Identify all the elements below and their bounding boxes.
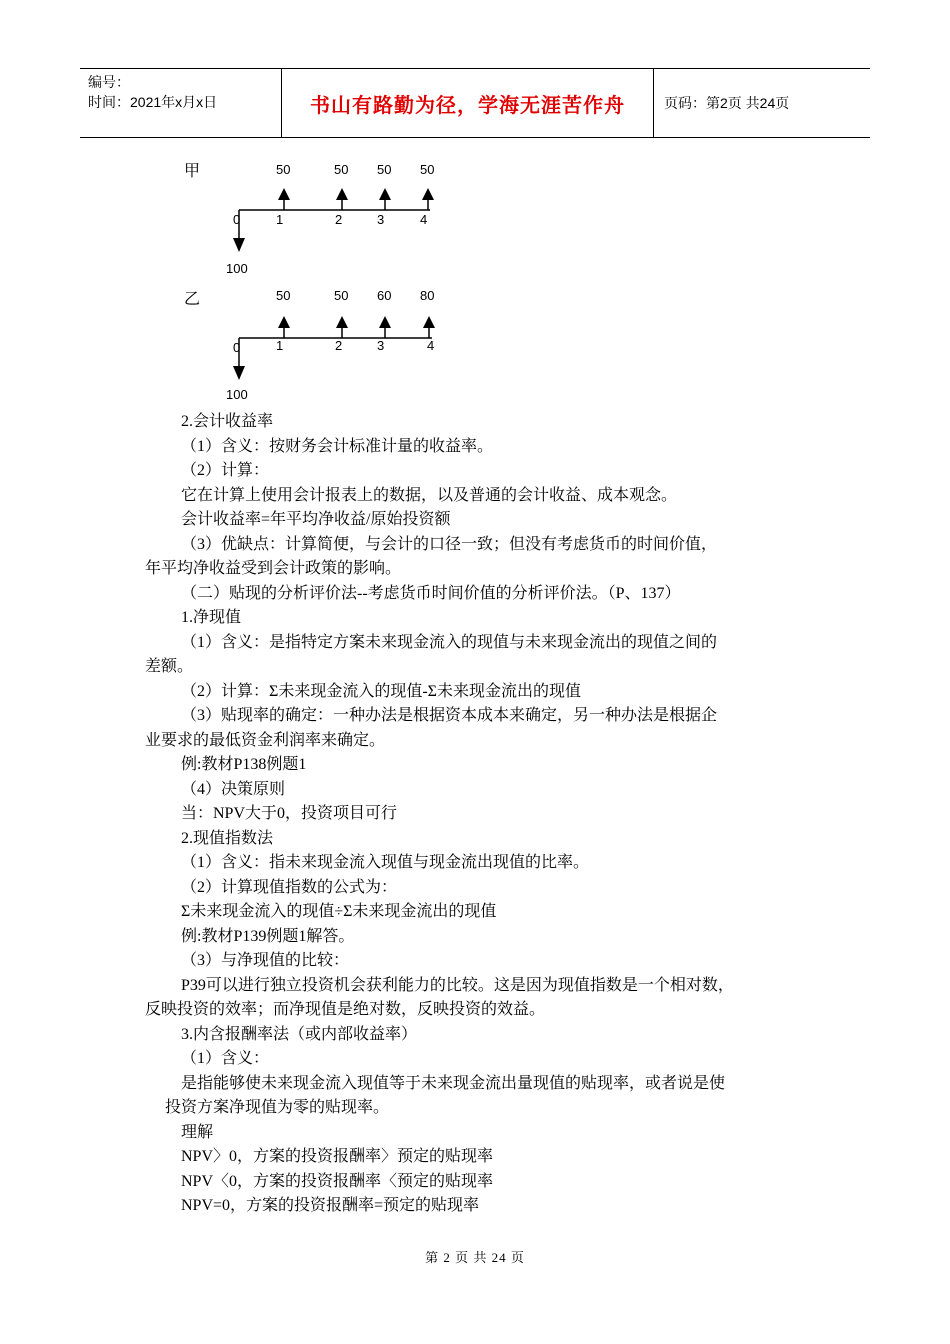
tick-label: 2 bbox=[335, 338, 343, 353]
body-line: （3）贴现率的确定：一种办法是根据资本成本来确定，另一种办法是根据企 bbox=[181, 707, 718, 724]
inflow-label: 50 bbox=[377, 162, 392, 177]
body-line: （1）含义：是指特定方案未来现金流入的现值与未来现金流出的现值之间的 bbox=[181, 633, 718, 651]
body-line: P39可以进行独立投资机会获利能力的比较。这是因为现值指数是一个相对数， bbox=[181, 976, 734, 994]
cashflow-diagram-yi bbox=[0, 278, 500, 408]
doc-time-label: 时间：2021年x月x日 bbox=[88, 94, 218, 110]
origin-label: 0 bbox=[233, 212, 241, 227]
body-line: （4）决策原则 bbox=[181, 780, 286, 798]
body-line: 例:教材P139例题1解答。 bbox=[181, 927, 355, 945]
tick-label: 2 bbox=[335, 212, 343, 227]
body-line: （2）计算： bbox=[181, 462, 270, 479]
header-page-info: 页码：第2页 共24页 bbox=[664, 95, 790, 111]
body-line: 理解 bbox=[181, 1123, 214, 1141]
header-motto: 书山有路勤为径，学海无涯苦作舟 bbox=[282, 69, 654, 137]
diagram-label: 甲 bbox=[184, 161, 201, 180]
body-line: （3）与净现值的比较： bbox=[181, 952, 350, 969]
tick-label: 1 bbox=[276, 338, 284, 353]
diagram-label: 乙 bbox=[184, 289, 201, 308]
body-line: （3）优缺点：计算简便，与会计的口径一致；但没有考虑货币的时间价值， bbox=[181, 535, 718, 553]
tick-label: 4 bbox=[420, 212, 428, 227]
body-line: 差额。 bbox=[145, 658, 194, 675]
body-line: NPV〈0，方案的投资报酬率〈预定的贴现率 bbox=[181, 1172, 494, 1190]
body-line: 投资方案净现值为零的贴现率。 bbox=[165, 1099, 390, 1116]
inflow-label: 80 bbox=[420, 288, 435, 303]
body-line: 反映投资的效率；而净现值是绝对数，反映投资的效益。 bbox=[145, 1001, 546, 1018]
body-line: 2.现值指数法 bbox=[181, 829, 274, 847]
body-line: 它在计算上使用会计报表上的数据，以及普通的会计收益、成本观念。 bbox=[181, 486, 678, 504]
header-meta bbox=[80, 69, 282, 137]
body-line: NPV=0，方案的投资报酬率=预定的贴现率 bbox=[181, 1197, 480, 1214]
body-line: Σ未来现金流入的现值÷Σ未来现金流出的现值 bbox=[181, 903, 497, 920]
body-line: NPV〉0，方案的投资报酬率〉预定的贴现率 bbox=[181, 1148, 494, 1165]
body-line: 会计收益率=年平均净收益/原始投资额 bbox=[181, 511, 451, 528]
body-line: 是指能够使未来现金流入现值等于未来现金流出量现值的贴现率，或者说是使 bbox=[181, 1074, 726, 1092]
inflow-label: 50 bbox=[276, 288, 291, 303]
inflow-label: 50 bbox=[276, 162, 291, 177]
tick-label: 3 bbox=[377, 338, 385, 353]
inflow-label: 50 bbox=[334, 162, 349, 177]
outflow-label: 100 bbox=[226, 261, 248, 276]
tick-label: 1 bbox=[276, 212, 284, 227]
body-line: 当：NPV大于0，投资项目可行 bbox=[181, 805, 398, 822]
body-line: 例:教材P138例题1 bbox=[181, 756, 307, 773]
inflow-label: 50 bbox=[420, 162, 435, 177]
body-line: 1.净现值 bbox=[181, 609, 242, 626]
body-line: 业要求的最低资金利润率来确定。 bbox=[145, 731, 386, 749]
inflow-label: 60 bbox=[377, 288, 392, 303]
body-line: 年平均净收益受到会计政策的影响。 bbox=[145, 560, 402, 577]
body-line: （2）计算：Σ未来现金流入的现值-Σ未来现金流出的现值 bbox=[181, 682, 581, 700]
page-footer: 第 2 页 共 24 页 bbox=[425, 1250, 525, 1265]
origin-label: 0 bbox=[233, 340, 241, 355]
body-line: 2.会计收益率 bbox=[181, 413, 274, 430]
inflow-label: 50 bbox=[334, 288, 349, 303]
doc-number-label: 编号： bbox=[88, 74, 130, 90]
body-line: （1）含义：指未来现金流入现值与现金流出现值的比率。 bbox=[181, 854, 590, 871]
body-line: （二）贴现的分析评价法--考虑货币时间价值的分析评价法。（P、137） bbox=[181, 584, 681, 602]
body-line: 3.内含报酬率法（或内部收益率） bbox=[181, 1025, 418, 1043]
outflow-label: 100 bbox=[226, 387, 248, 402]
page-header bbox=[80, 68, 870, 138]
body-line: （2）计算现值指数的公式为： bbox=[181, 878, 398, 896]
body-line: （1）含义： bbox=[181, 1050, 270, 1067]
cashflow-diagram-jia bbox=[0, 150, 500, 280]
tick-label: 4 bbox=[427, 338, 435, 353]
tick-label: 3 bbox=[377, 212, 385, 227]
body-line: （1）含义：按财务会计标准计量的收益率。 bbox=[181, 437, 494, 455]
